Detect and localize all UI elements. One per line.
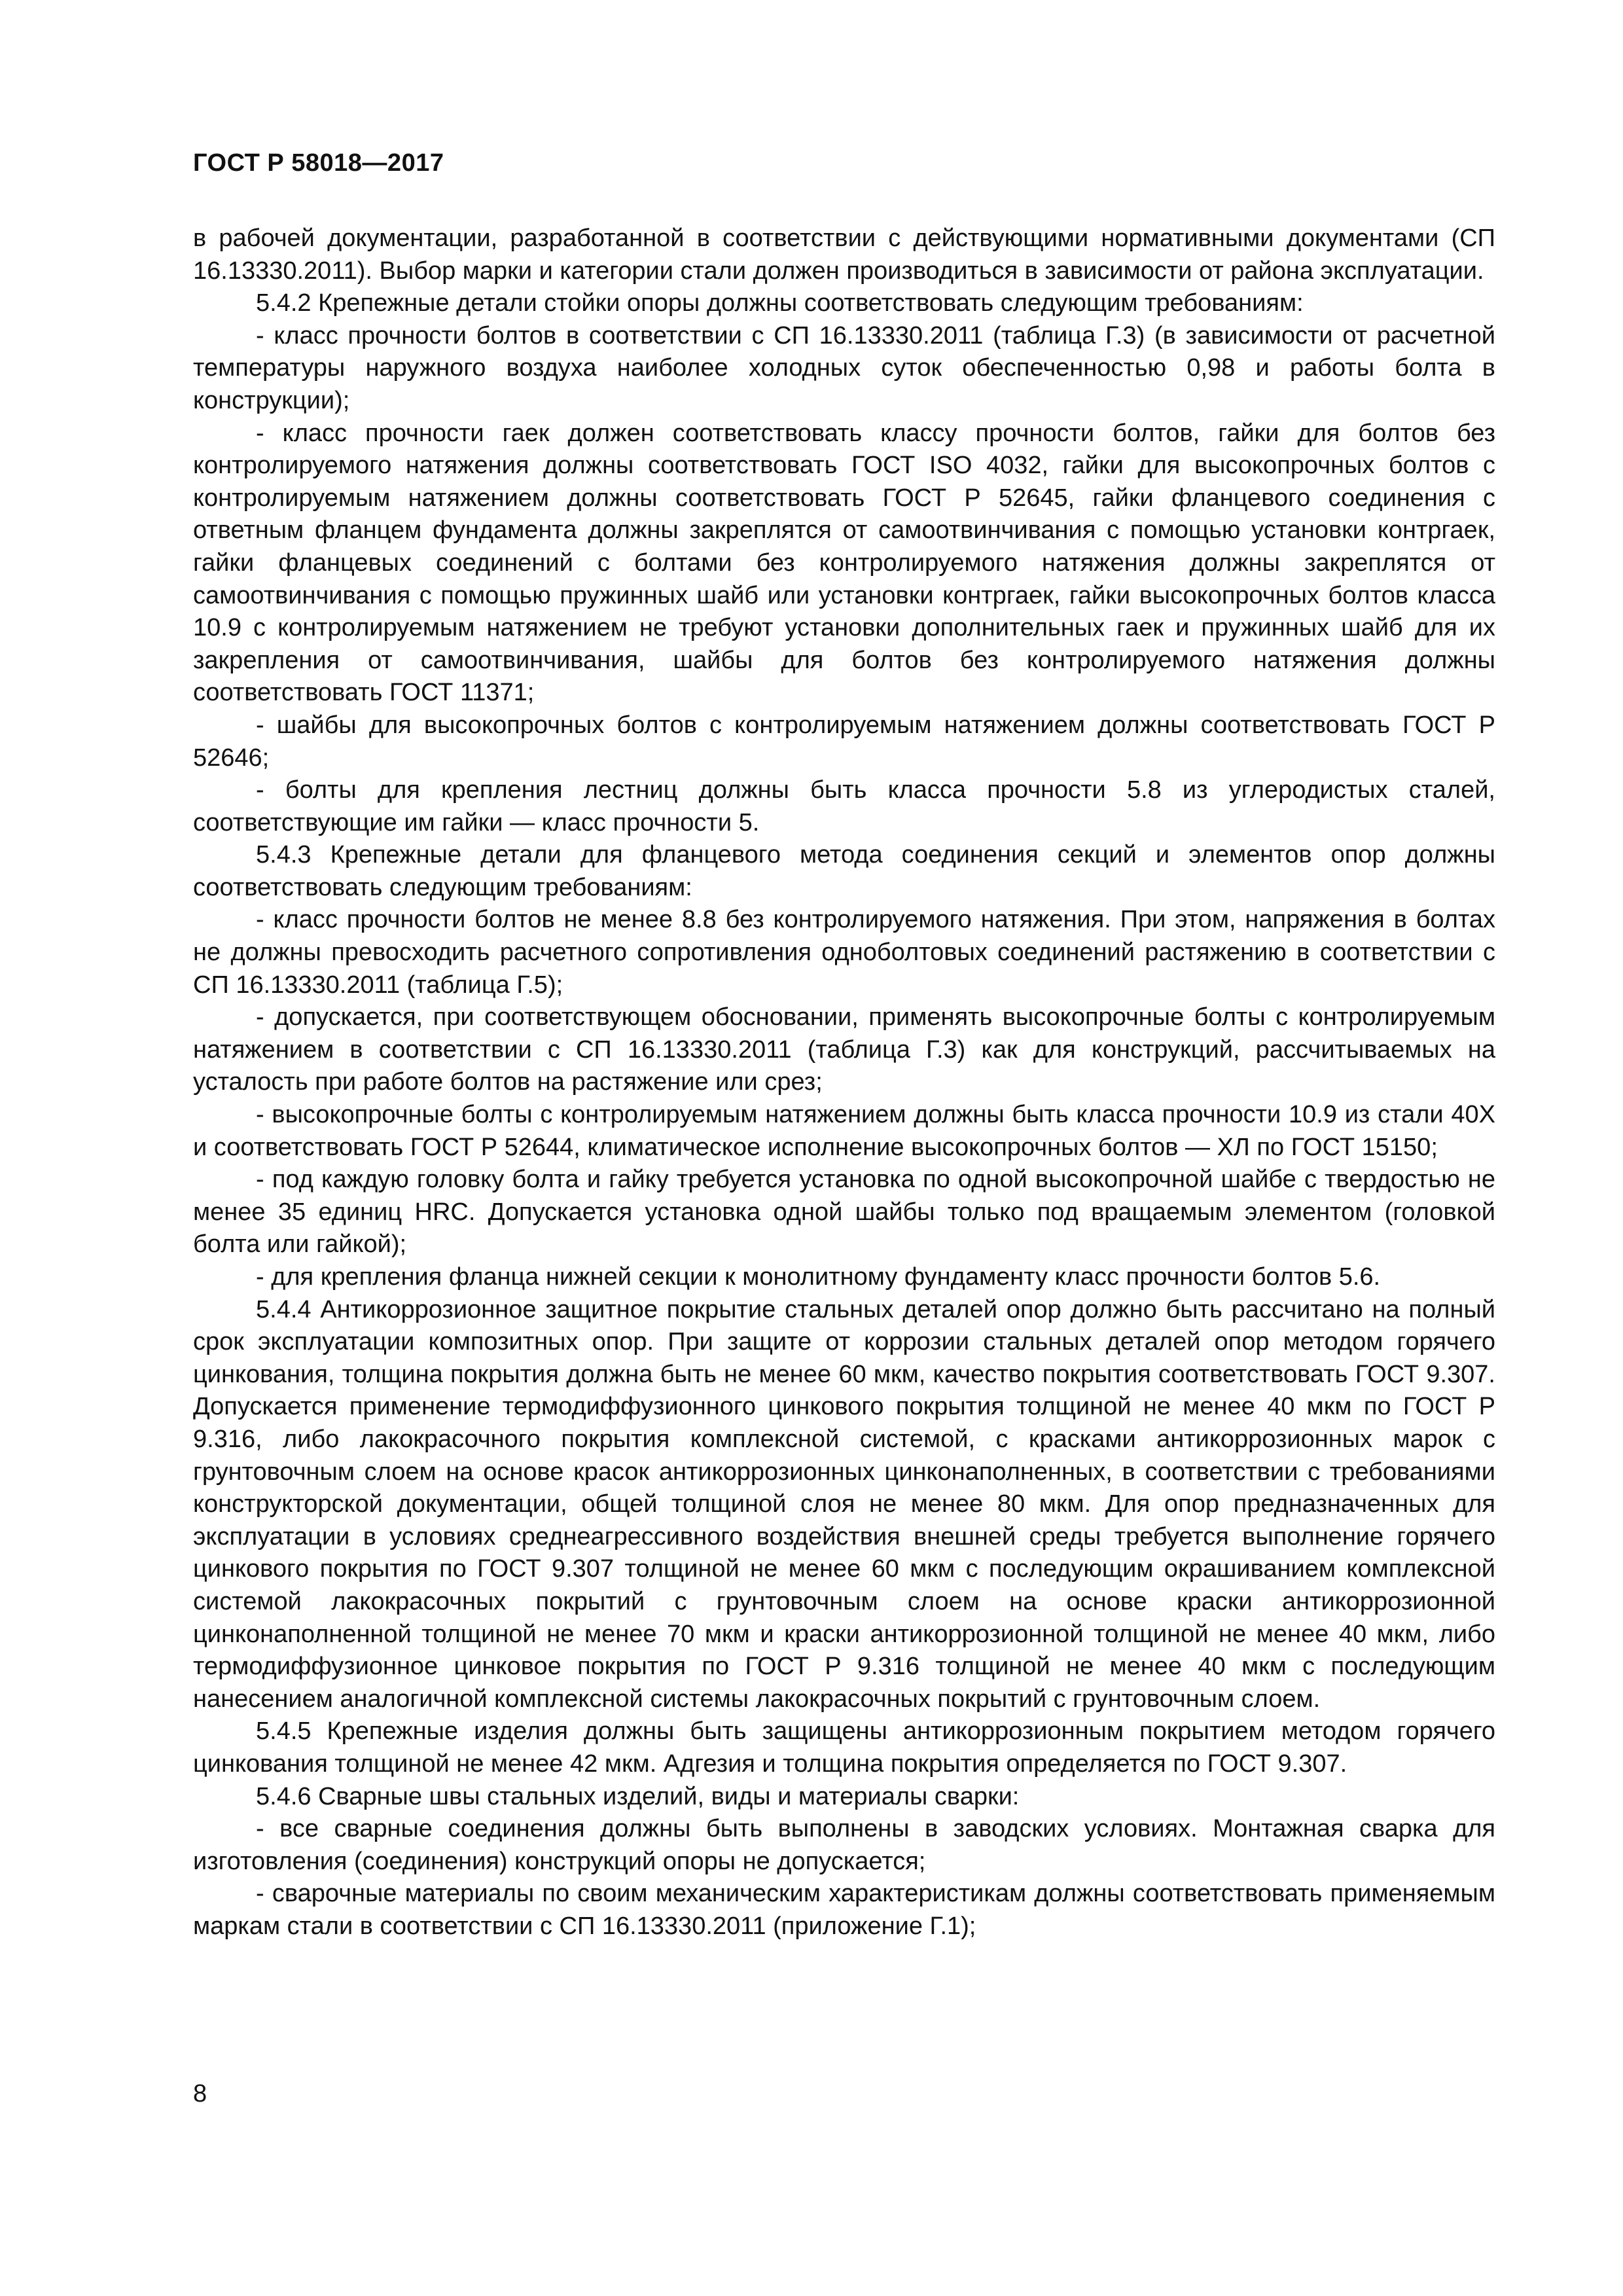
- paragraph: 5.4.3 Крепежные детали для фланцевого метода соединения секций и элементов опор должны соответствовать следующим требованиям:: [193, 841, 1495, 901]
- paragraph: 5.4.6 Сварные швы стальных изделий, виды и материалы сварки:: [256, 1782, 1020, 1810]
- paragraph: - высокопрочные болты с контролируемым натяжением должны быть класса прочности 10.9 из стали 40Х и соответствовать ГОСТ Р 52644, климатическое исполнение высокопрочных болтов — ХЛ по ГОСТ 15150;: [193, 1101, 1495, 1161]
- document-body: [193, 223, 1495, 1943]
- paragraph: - под каждую головку болта и гайку требуется установка по одной высокопрочной шайбе с твердостью не менее 35 единиц HRC. Допускается установка одной шайбы только под вращаемым элементом (головкой болта или гайкой);: [193, 1166, 1495, 1259]
- paragraph: - для крепления фланца нижней секции к монолитному фундаменту класс прочности болтов 5.6.: [256, 1263, 1381, 1291]
- paragraph: - класс прочности болтов не менее 8.8 без контролируемого натяжения. При этом, напряжения в болтах не должны превосходить расчетного сопротивления одноболтовых соединений растяжению в соответствии с СП 16.13330.2011 (таблица Г.5);: [193, 906, 1495, 999]
- paragraph: - сварочные материалы по своим механическим характеристикам должны соответствовать применяемым маркам стали в соответствии с СП 16.13330.2011 (приложение Г.1);: [193, 1880, 1495, 1940]
- paragraph: - все сварные соединения должны быть выполнены в заводских условиях. Монтажная сварка для изготовления (соединения) конструкций опоры не допускается;: [193, 1815, 1495, 1875]
- paragraph: 5.4.4 Антикоррозионное защитное покрытие стальных деталей опор должно быть рассчитано на полный срок эксплуатации композитных опор. При защите от коррозии стальных деталей опор методом горячего цинкования, толщина покрытия должна быть не менее 60 мкм, качество покрытия соответствовать ГОСТ 9.307. Допускается применение термодиффузионного цинкового покрытия толщиной не менее 40 мкм по ГОСТ Р 9.316, либо лакокрасочного покрытия комплексной системой, с красками антикоррозионных марок с грунтовочным слоем на основе красок антикоррозионных цинконаполненных, в соответствии с требованиями конструкторской документации, общей толщиной слоя не менее 80 мкм. Для опор предназначенных для эксплуатации в условиях среднеагрессивного воздействия внешней среды требуется выполнение горячего цинкового покрытия по ГОСТ 9.307 толщиной не менее 60 мкм с последующим окрашиванием комплексной системой лакокрасочных покрытий с грунтовочным слоем на основе краски антикоррозионной цинконаполненной толщиной не менее 70 мкм и краски антикоррозионной толщиной не менее 40 мкм, либо термодиффузионное цинковое покрытия по ГОСТ Р 9.316 толщиной не менее 40 мкм с последующим нанесением аналогичной комплексной системы лакокрасочных покрытий с грунтовочным слоем.: [193, 1295, 1495, 1713]
- document-header: ГОСТ Р 58018—2017: [193, 149, 444, 177]
- paragraph: - болты для крепления лестниц должны быть класса прочности 5.8 из углеродистых сталей, соответствующие им гайки — класс прочности 5.: [193, 776, 1495, 836]
- paragraph: - класс прочности болтов в соответствии с СП 16.13330.2011 (таблица Г.3) (в зависимости от расчетной температуры наружного воздуха наиболее холодных суток обеспеченностью 0,98 и работы болта в конструкции);: [193, 321, 1495, 414]
- paragraph: - допускается, при соответствующем обосновании, применять высокопрочные болты с контролируемым натяжением в соответствии с СП 16.13330.2011 (таблица Г.3) как для конструкций, рассчитываемых на усталость при работе болтов на растяжение или срез;: [193, 1003, 1495, 1096]
- paragraph: - шайбы для высокопрочных болтов с контролируемым натяжением должны соответствовать ГОСТ Р 52646;: [193, 711, 1495, 772]
- page-number: 8: [193, 2080, 207, 2108]
- paragraph: 5.4.5 Крепежные изделия должны быть защищены антикоррозионным покрытием методом горячего цинкования толщиной не менее 42 мкм. Адгезия и толщина покрытия определяется по ГОСТ 9.307.: [193, 1717, 1495, 1778]
- paragraph: - класс прочности гаек должен соответствовать классу прочности болтов, гайки для болтов без контролируемого натяжения должны соответствовать ГОСТ ISO 4032, гайки для высокопрочных болтов с контролируемым натяжением должны соответствовать ГОСТ Р 52645, гайки фланцевого соединения с ответным фланцем фундамента должны закреплятся от самоотвинчивания с помощью установки контргаек, гайки фланцевых соединений с болтами без контролируемого натяжения должны закреплятся от самоотвинчивания с помощью пружинных шайб или установки контргаек, гайки высокопрочных болтов класса 10.9 с контролируемым натяжением не требуют установки дополнительных гаек и пружинных шайб для их закрепления от самоотвинчивания, шайбы для болтов без контролируемого натяжения должны соответствовать ГОСТ 11371;: [193, 419, 1495, 707]
- paragraph: в рабочей документации, разработанной в соответствии с действующими нормативными документами (СП 16.13330.2011). Выбор марки и категории стали должен производиться в зависимости от района эксплуатации.: [193, 224, 1495, 285]
- paragraph: 5.4.2 Крепежные детали стойки опоры должны соответствовать следующим требованиям:: [256, 289, 1304, 317]
